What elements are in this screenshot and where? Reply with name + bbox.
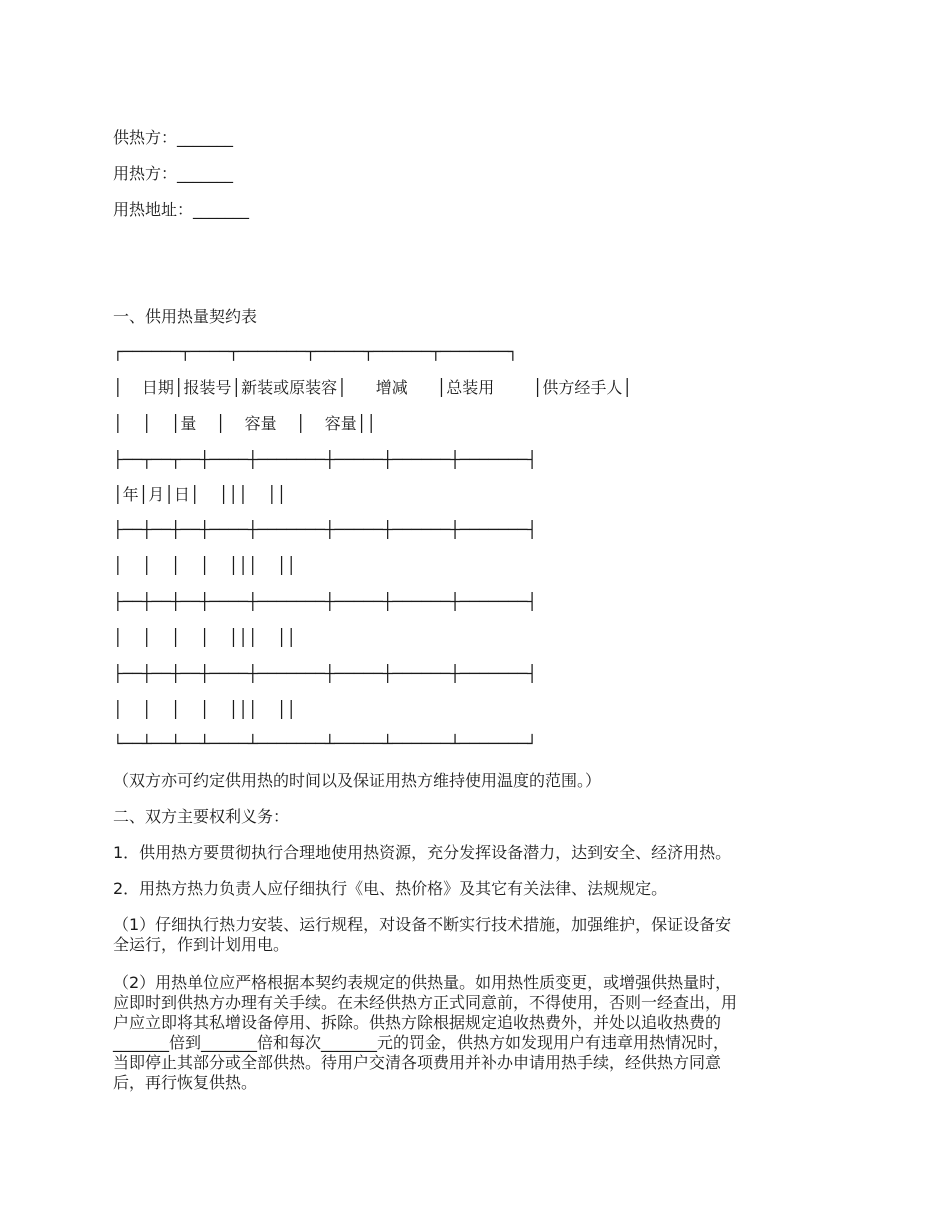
paragraph-line: _______倍到_______倍和每次_______元的罚金，供热方如发现用户有违章用热情况时， [113,1033,730,1052]
table-row: │ │ │ │ │││ ││ [113,628,297,647]
paragraph-line: 后，再行恢复供热。 [113,1073,258,1092]
table-row: │ │ │量 │ 容量 │ 容量││ [113,414,377,433]
paragraph-line: 当即停止其部分或全部供热。待用户交清各项费用并补办申请用热手续，经供热方同意 [113,1053,722,1072]
table-row: │年│月│日│ │││ ││ [113,485,287,504]
obligation-sub-1 [113,915,843,955]
table-row: ├──┼──┼──┼────┼───────┼─────┼──────┼───────┤ [113,664,537,683]
table-row: │ 日期│报装号│新装或原装容│ 增减 │总装用 │供方经手人│ [113,378,633,397]
paragraph-line: 户应立即将其私增设备停用、拆除。供热方除根据规定追收热费外，并处以追收热费的 [113,1013,722,1032]
obligation-item-2: 2．用热方热力负责人应仔细执行《电、热价格》及其它有关法律、法规规定。 [113,879,668,898]
section2-title: 二、双方主要权利义务： [113,807,290,826]
paragraph-line: 全运行，作到计划用电。 [113,935,290,954]
obligation-item-1: 1．供用热方要贯彻执行合理地使用热资源，充分发挥设备潜力，达到安全、经济用热。 [113,843,732,862]
table-row: ├──┼──┼──┼────┼───────┼─────┼──────┼───────┤ [113,592,537,611]
section1-title: 一、供用热量契约表 [113,307,258,326]
address-field: 用热地址：_______ [113,200,250,219]
paragraph-line: 应即时到供热方办理有关手续。在未经供热方正式同意前，不得使用，否则一经查出，用 [113,993,738,1012]
table-row: └──┴──┴──┴────┴───────┴─────┴──────┴───────┘ [113,734,537,753]
table-note: （双方亦可约定供用热的时间以及保证用热方维持使用温度的范围。） [113,771,602,790]
user-field: 用热方：_______ [113,164,234,183]
obligation-sub-2 [113,973,843,1093]
table-row: │ │ │ │ │││ ││ [113,556,297,575]
supplier-field: 供热方：_______ [113,128,234,147]
table-row: ├──┬──┬──┼────┼───────┼─────┼──────┼───────┤ [113,450,537,469]
paragraph-line: （1）仔细执行热力安装、运行规程，对设备不断实行技术措施，加强维护，保证设备安 [113,915,732,934]
paragraph-line: （2）用热单位应严格根据本契约表规定的供热量。如用热性质变更，或增强供热量时， [113,973,732,992]
table-row: ┌──────┬────┬───────┬─────┬──────┬───────┐ [113,342,518,361]
table-row: │ │ │ │ │││ ││ [113,700,297,719]
table-row: ├──┼──┼──┼────┼───────┼─────┼──────┼───────┤ [113,520,537,539]
